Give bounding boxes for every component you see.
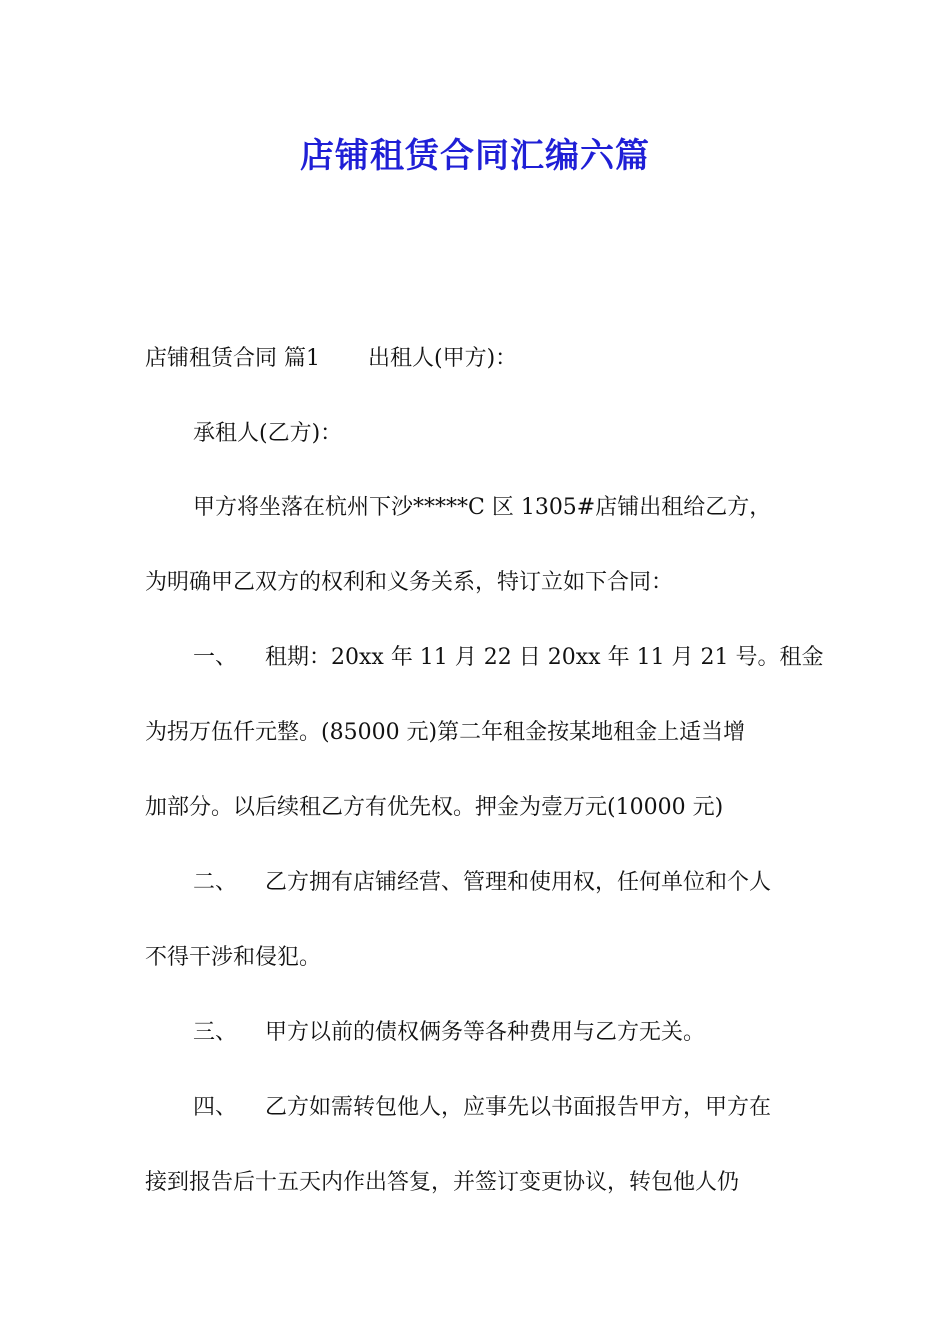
clause-1-line (193, 643, 824, 673)
clause-text: 租期：20xx 年 11 月 22 日 20xx 年 11 月 21 号。租金 (265, 645, 824, 670)
paragraph-line: 不得干涉和侵犯。 (145, 945, 322, 970)
clause-text: 甲方以前的债权俩务等各种费用与乙方无关。 (265, 1020, 706, 1045)
lessor-label: 出租人(甲方)： (368, 346, 518, 371)
clause-number: 一、 (193, 645, 238, 670)
document-title: 店铺租赁合同汇编六篇 (300, 136, 650, 176)
clause-4-line (193, 1093, 771, 1123)
paragraph-line: 为拐万伍仟元整。(85000 元)第二年租金按某地租金上适当增 (145, 720, 746, 745)
clause-3-line (193, 1018, 705, 1048)
clause-2-line (193, 868, 771, 898)
paragraph-line: 加部分。以后续租乙方有优先权。押金为壹万元(10000 元) (145, 795, 724, 820)
section-heading: 店铺租赁合同 篇1 (145, 346, 320, 371)
clause-text: 乙方拥有店铺经营、管理和使用权，任何单位和个人 (265, 870, 772, 895)
clause-text: 乙方如需转包他人，应事先以书面报告甲方，甲方在 (265, 1095, 772, 1120)
clause-number: 二、 (193, 870, 238, 895)
lessee-label: 承租人(乙方)： (193, 421, 343, 446)
paragraph-line: 为明确甲乙双方的权利和义务关系，特订立如下合同： (145, 570, 674, 595)
clause-number: 三、 (193, 1020, 238, 1045)
paragraph-line: 甲方将坐落在杭州下沙*****C 区 1305#店铺出租给乙方， (193, 495, 772, 520)
paragraph-line: 接到报告后十五天内作出答复，并签订变更协议，转包他人仍 (145, 1170, 740, 1195)
section-heading-line (145, 344, 517, 374)
clause-number: 四、 (193, 1095, 238, 1120)
